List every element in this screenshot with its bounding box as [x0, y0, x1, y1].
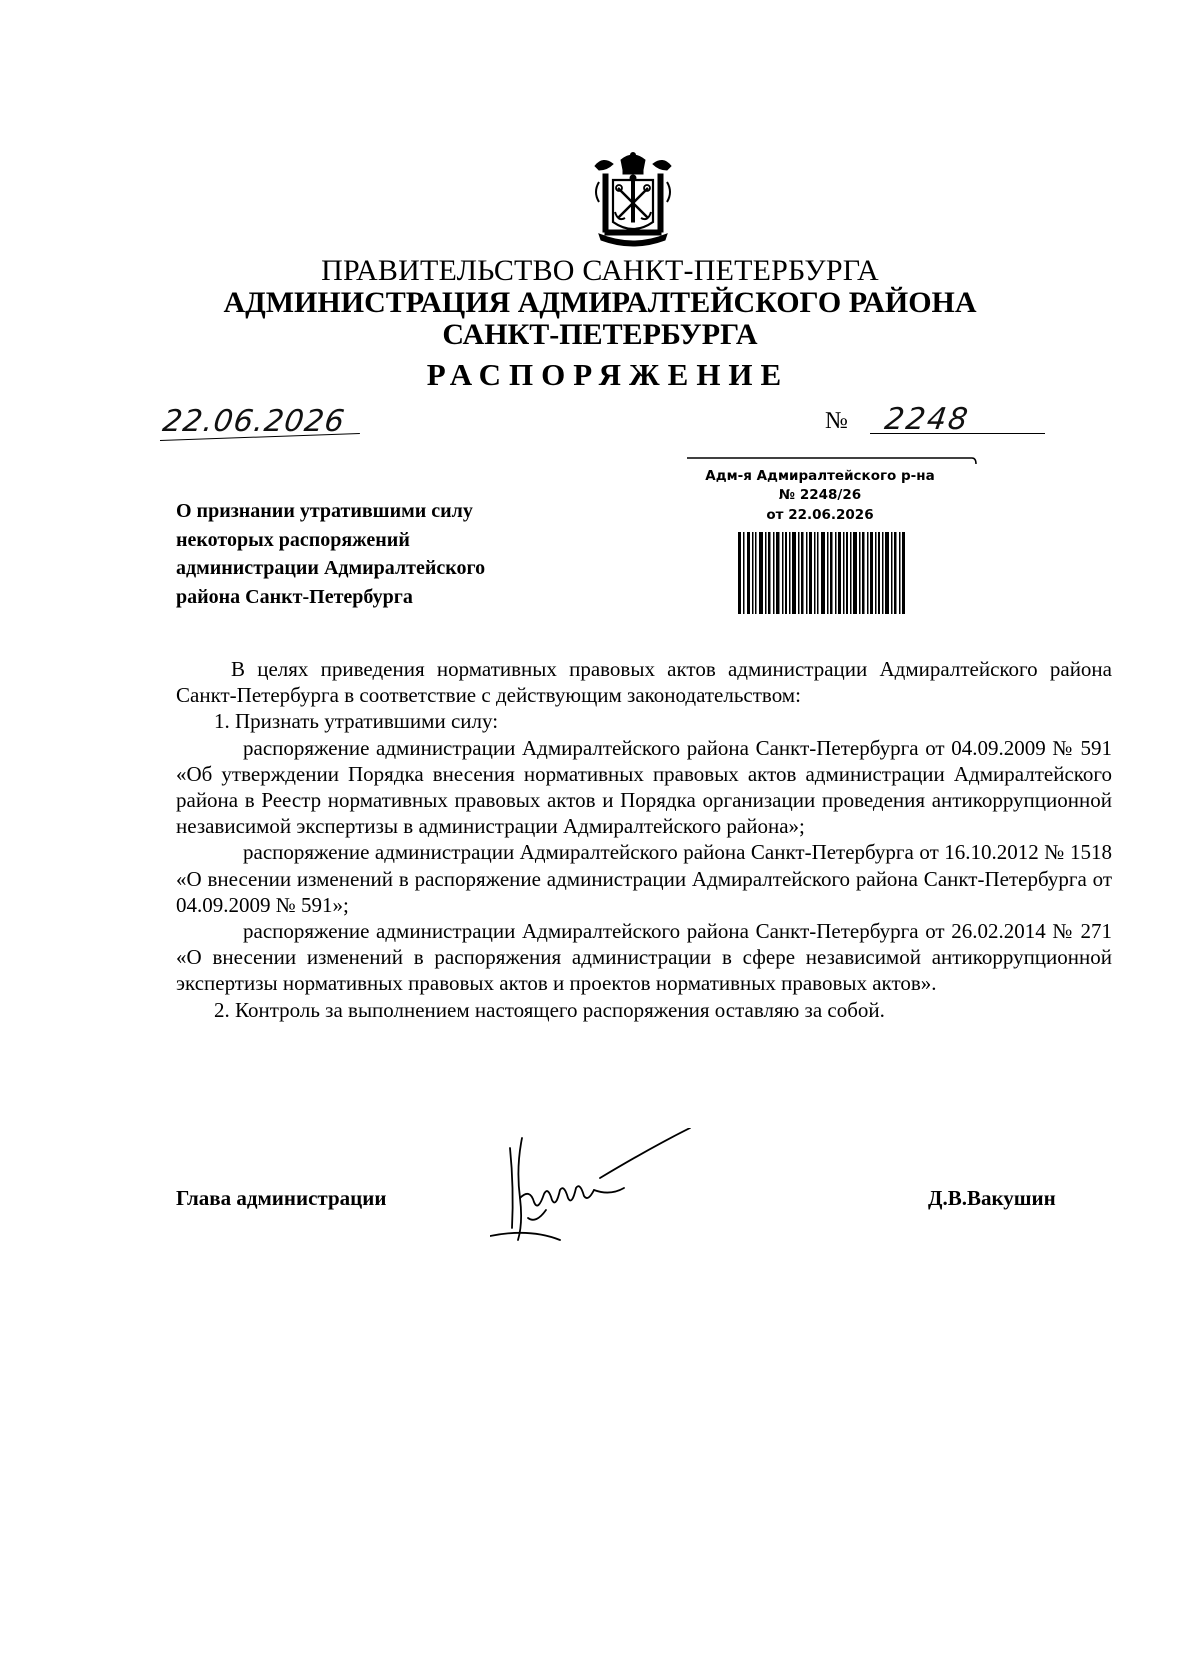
number-underline [870, 433, 1045, 434]
signatory-title: Глава администрации [176, 1186, 387, 1210]
barcode-icon [738, 532, 908, 614]
stamp-number: № 2248/26 [778, 487, 862, 503]
subject-line: некоторых распоряжений [176, 528, 410, 551]
signatory-name: Д.В.Вакушин [928, 1186, 1056, 1210]
repealed-order-entry: распоряжение администрации Адмиралтейского района Санкт-Петербурга от 04.09.2009 № 591 «Об утверждении Порядка внесения нормативных правовых актов администрации Адмиралтейского района в Реестр нормативных правовых актов и Порядка организации проведения антикоррупционной независимой экспертизы в администрации Адмиралтейского района»; [176, 735, 1112, 839]
preamble-paragraph: В целях приведения нормативных правовых актов администрации Адмиралтейского района Санкт-Петербурга в соответствие с действующим законодательством: [176, 657, 1112, 708]
subject-line: О признании утратившими силу [176, 500, 473, 522]
city-title: САНКТ-ПЕТЕРБУРГА [442, 318, 758, 351]
document-type: РАСПОРЯЖЕНИЕ [426, 357, 790, 392]
handwritten-date: 22.06.2026 [160, 404, 348, 439]
stamp-date: от 22.06.2026 [766, 507, 874, 523]
repealed-order-entry: распоряжение администрации Адмиралтейского района Санкт-Петербурга от 26.02.2014 № 271 «О внесении изменений в распоряжения администрации в сфере независимой антикоррупционной экспертизы нормативных правовых актов и проектов нормативных правовых актов». [176, 919, 1112, 996]
coat-of-arms-icon [585, 152, 681, 252]
stamp-organization: Адм-я Адмиралтейского р-на [705, 468, 935, 484]
item-2-paragraph: 2. Контроль за выполнением настоящего распоряжения оставляю за собой. [214, 997, 885, 1022]
subject-line: администрации Адмиралтейского [176, 557, 486, 579]
number-label: № [825, 408, 848, 434]
document-body [176, 656, 1112, 1023]
handwritten-number: 2248 [882, 402, 972, 437]
document-subject [176, 497, 606, 611]
stamp-bracket [687, 456, 977, 468]
subject-line: района Санкт-Петербурга [176, 585, 413, 608]
item-1-title: 1. Признать утратившими силу: [214, 709, 499, 734]
administration-title: АДМИНИСТРАЦИЯ АДМИРАЛТЕЙСКОГО РАЙОНА [223, 286, 977, 319]
repealed-order-entry: распоряжение администрации Адмиралтейского района Санкт-Петербурга от 16.10.2012 № 1518 «О внесении изменений в распоряжение администрации Адмиралтейского района Санкт-Петербурга от 04.09.2009 № 591»; [176, 840, 1112, 917]
handwritten-signature [490, 1128, 730, 1253]
government-title: ПРАВИТЕЛЬСТВО САНКТ-ПЕТЕРБУРГА [321, 254, 879, 287]
